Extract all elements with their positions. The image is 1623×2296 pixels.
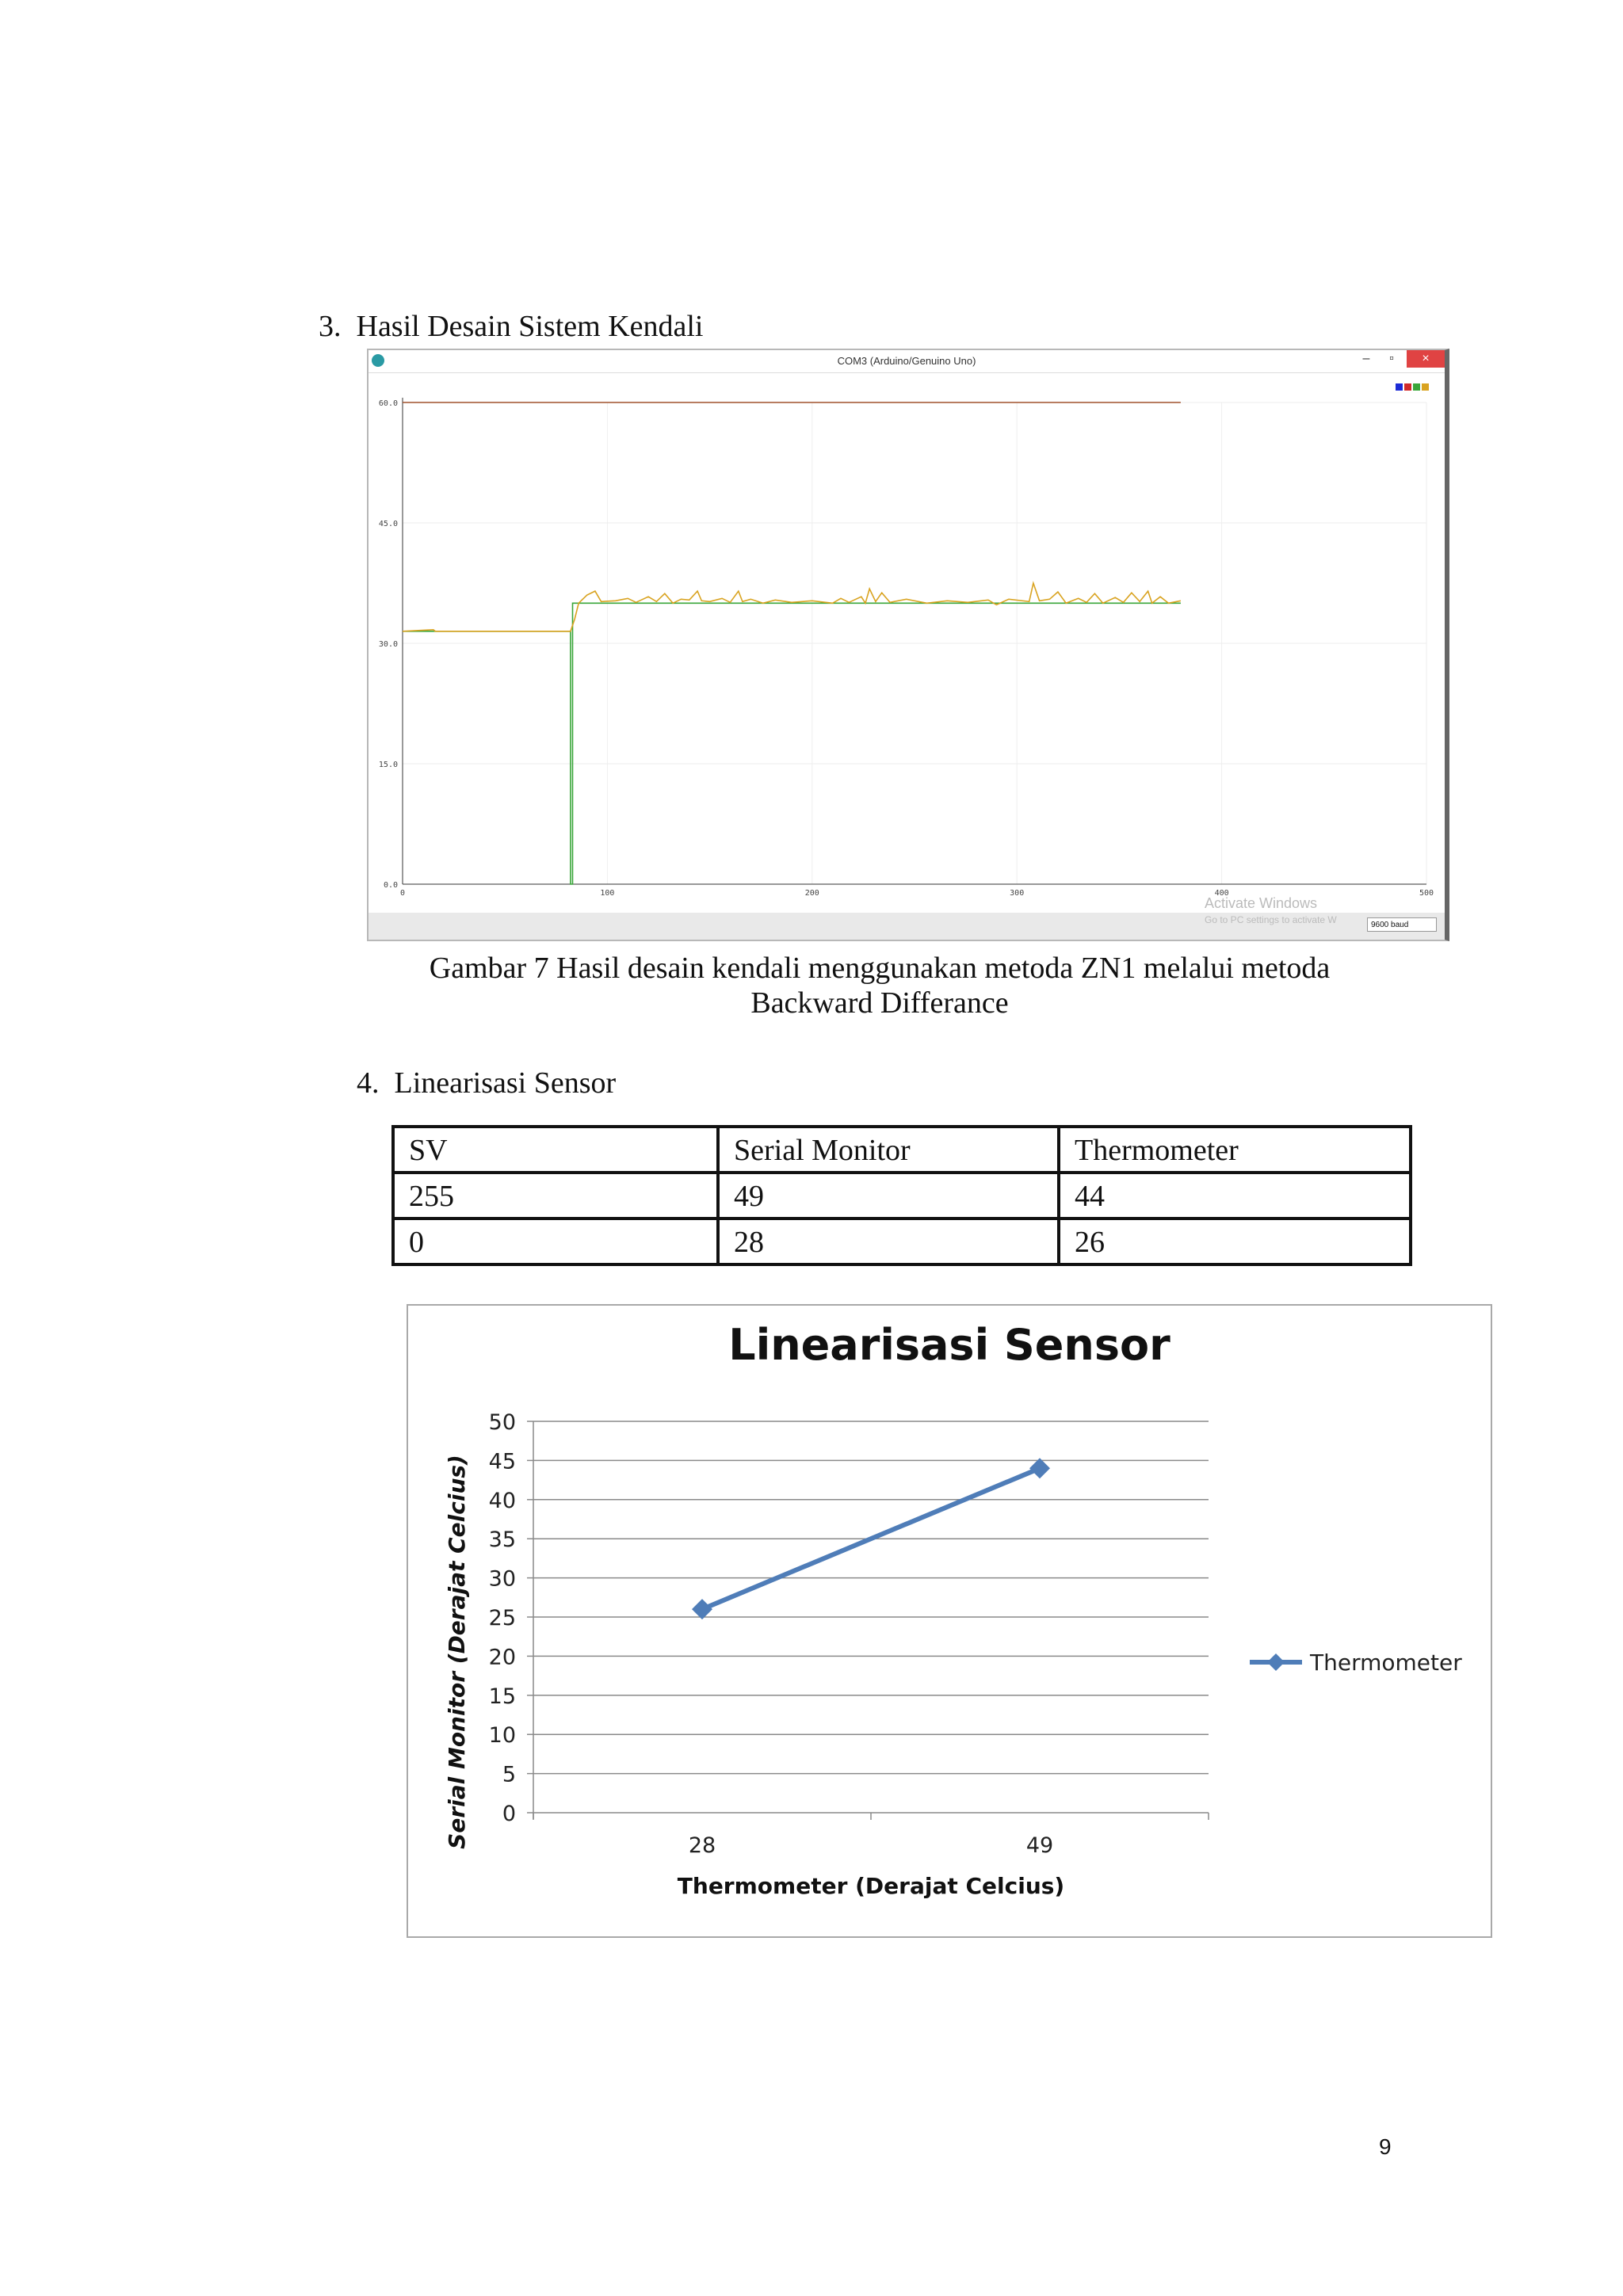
section-3-number: 3. [319, 310, 342, 343]
table-cell: 28 [718, 1219, 1059, 1264]
plot-y-tick-label: 15.0 [378, 761, 398, 769]
plot-y-tick-label: 60.0 [378, 399, 398, 408]
table-cell: 49 [718, 1173, 1059, 1219]
table-header-cell: Serial Monitor [718, 1127, 1059, 1173]
figure-caption [349, 951, 1411, 1020]
maximize-button[interactable]: ▫ [1389, 352, 1394, 365]
chart-y-tick-label: 0 [502, 1802, 516, 1826]
chart-y-tick-label: 50 [488, 1410, 516, 1435]
window-title: COM3 (Arduino/Genuino Uno) [837, 355, 976, 367]
chart-y-tick-label: 25 [488, 1606, 516, 1630]
chart-data-point [692, 1599, 712, 1619]
activate-windows-subtext: Go to PC settings to activate W [1205, 914, 1337, 925]
table-cell: 255 [393, 1173, 718, 1219]
chart-y-tick-label: 45 [488, 1449, 516, 1474]
section-4-heading [357, 1066, 616, 1100]
table-header-cell: SV [393, 1127, 718, 1173]
chart-legend-label: Thermometer [1310, 1650, 1462, 1676]
chart-y-tick-label: 5 [502, 1762, 516, 1787]
activate-windows-watermark: Activate Windows [1205, 895, 1318, 911]
page-number: 9 [1379, 2134, 1392, 2159]
chart-x-tick-label: 28 [688, 1833, 716, 1858]
table-cell: 26 [1059, 1219, 1411, 1264]
linearization-table [391, 1125, 1412, 1266]
chart-y-axis-label: Serial Monitor (Derajat Celcius) [444, 1455, 470, 1849]
chart-y-tick-label: 20 [488, 1645, 516, 1670]
plot-series-line [403, 603, 1181, 884]
table-header-row [393, 1127, 1411, 1173]
chart-legend-marker [1267, 1653, 1285, 1671]
plot-x-tick-label: 0 [399, 889, 406, 898]
table-header-cell: Thermometer [1059, 1127, 1411, 1173]
linearization-chart [408, 1306, 1491, 1936]
close-button[interactable]: × [1407, 350, 1445, 368]
plot-x-tick-label: 100 [600, 889, 615, 898]
serial-plotter-screenshot [367, 349, 1449, 941]
section-4-number: 4. [357, 1066, 380, 1100]
section-3-heading [319, 309, 703, 344]
chart-data-point [1029, 1458, 1050, 1478]
chart-x-axis-label: Thermometer (Derajat Celcius) [677, 1873, 1065, 1899]
table-row [393, 1219, 1411, 1264]
table-cell: 0 [393, 1219, 718, 1264]
plot-y-tick-label: 0.0 [383, 881, 398, 890]
chart-y-tick-label: 30 [488, 1566, 516, 1592]
section-3-title: Hasil Desain Sistem Kendali [356, 310, 704, 343]
chart-title: Linearisasi Sensor [728, 1320, 1170, 1370]
linearization-chart-box [407, 1304, 1492, 1938]
table-row [393, 1173, 1411, 1219]
chart-y-tick-label: 40 [488, 1488, 516, 1513]
plot-x-tick-label: 400 [1214, 889, 1229, 898]
plot-series-line [403, 583, 1181, 631]
plotter-graph [369, 350, 1451, 943]
plot-y-tick-label: 45.0 [378, 520, 398, 528]
chart-y-tick-label: 10 [488, 1723, 516, 1749]
chart-x-tick-label: 49 [1025, 1833, 1054, 1858]
caption-line-1: Gambar 7 Hasil desain kendali menggunakan metoda ZN1 melalui metoda [429, 952, 1331, 985]
table-cell: 44 [1059, 1173, 1411, 1219]
chart-y-tick-label: 35 [488, 1527, 516, 1553]
plot-x-tick-label: 500 [1419, 889, 1434, 898]
plot-x-tick-label: 200 [804, 889, 819, 898]
chart-y-tick-label: 15 [488, 1684, 516, 1709]
caption-line-2: Backward Differance [750, 986, 1009, 1020]
plot-x-tick-label: 300 [1010, 889, 1025, 898]
baud-rate-select[interactable]: 9600 baud [1367, 917, 1437, 932]
minimize-button[interactable]: – [1362, 352, 1370, 365]
section-4-title: Linearisasi Sensor [394, 1066, 617, 1100]
plot-y-tick-label: 30.0 [378, 640, 398, 649]
